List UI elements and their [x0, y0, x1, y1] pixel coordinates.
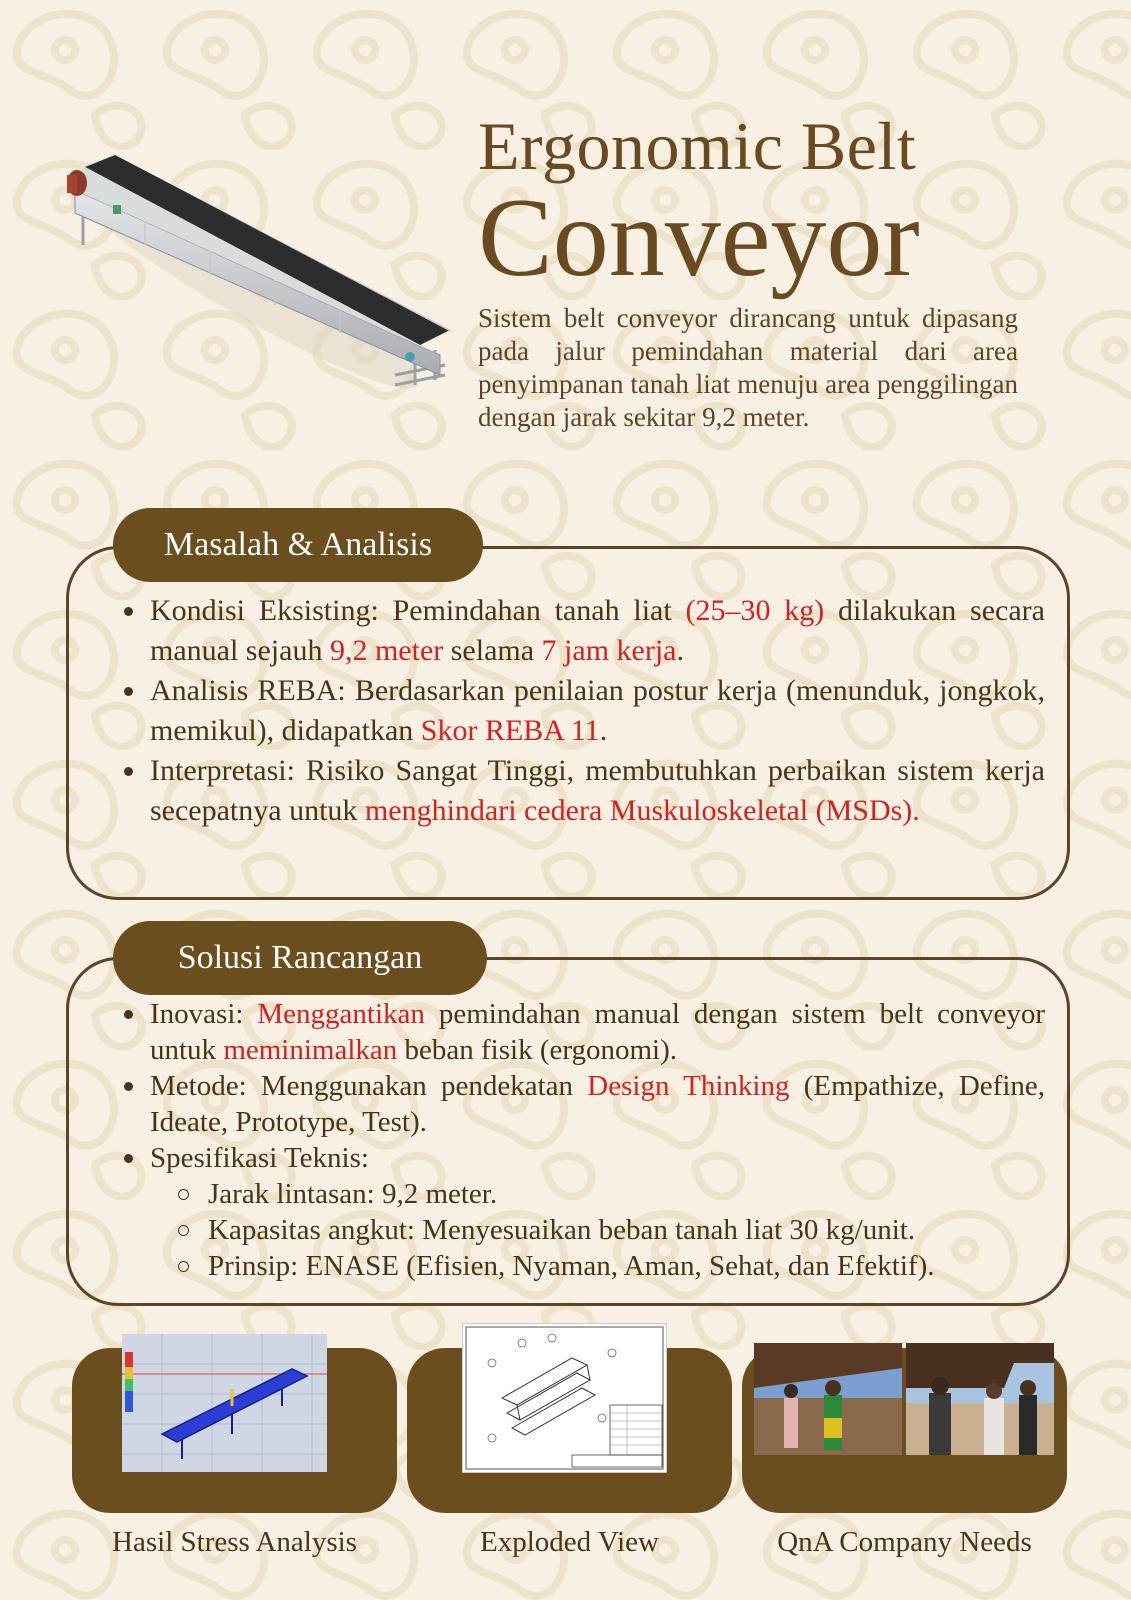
field-photo: [754, 1343, 1054, 1455]
item-text: pemindahan manual dengan sistem belt conveyor untuk: [150, 998, 1045, 1066]
list-item: [122, 1140, 1045, 1176]
sub-list-item: Jarak lintasan: 9,2 meter.: [122, 1176, 1045, 1212]
item-text: Analisis REBA: Berdasarkan penilaian postur kerja (menunduk, jongkok, memikul), didapatkan: [150, 674, 1045, 747]
item-text: Spesifikasi Teknis:: [150, 1142, 369, 1174]
highlight-text: Menggantikan: [257, 998, 425, 1030]
sub-list-item: Prinsip: ENASE (Efisien, Nyaman, Aman, Sehat, dan Efektif).: [122, 1248, 1045, 1284]
highlight-text: 9,2 meter: [329, 634, 444, 667]
stress-analysis-caption: Hasil Stress Analysis: [112, 1526, 357, 1558]
sub-list-item: Kapasitas angkut: Menyesuaikan beban tanah liat 30 kg/unit.: [122, 1212, 1045, 1248]
item-text: Kondisi Eksisting: Pemindahan tanah liat: [150, 594, 686, 627]
highlight-text: (25–30 kg): [685, 594, 825, 627]
title-line2: Conveyor: [478, 176, 920, 300]
exploded-view-caption: Exploded View: [480, 1526, 659, 1558]
exploded-view-card: [407, 1348, 732, 1513]
list-item: [122, 751, 1045, 831]
qna-caption: QnA Company Needs: [777, 1526, 1032, 1558]
stress-analysis-card: [72, 1348, 397, 1513]
highlight-text: Design Thinking: [587, 1070, 790, 1102]
qna-card: [742, 1348, 1067, 1513]
item-text: Metode: Menggunakan pendekatan: [150, 1070, 588, 1102]
item-text: Inovasi:: [150, 998, 258, 1030]
item-text: Interpretasi: Risiko Sangat Tinggi, membutuhkan perbaikan sistem kerja secepatnya untuk: [150, 754, 1045, 827]
item-text: .: [599, 714, 608, 747]
highlight-text: 7 jam kerja: [541, 634, 677, 667]
problem-analysis-heading: Masalah & Analisis: [113, 508, 483, 582]
highlight-text: Skor REBA 11: [420, 714, 600, 747]
list-item: [122, 1068, 1045, 1140]
solution-design-list: [122, 996, 1045, 1284]
exploded-view-drawing: [462, 1323, 667, 1473]
item-text: dilakukan secara manual sejauh: [150, 594, 1045, 667]
item-text: selama: [443, 634, 542, 667]
item-text: .: [676, 634, 684, 667]
highlight-text: menghindari cedera Muskuloskeletal (MSDs).: [364, 794, 920, 827]
highlight-text: meminimalkan: [223, 1034, 398, 1066]
list-item: [122, 591, 1045, 671]
item-text: (Empathize, Define, Ideate, Prototype, Test).: [150, 1070, 1046, 1138]
intro-paragraph: Sistem belt conveyor dirancang untuk dipasang pada jalur pemindahan material dari area penyimpanan tanah liat menuju area penggilingan dengan jarak sekitar 9,2 meter.: [478, 303, 1018, 432]
belt-conveyor-render: [55, 135, 455, 400]
list-item: [122, 671, 1045, 751]
item-text: beban fisik (ergonomi).: [397, 1034, 678, 1066]
problem-analysis-list: [122, 591, 1045, 831]
solution-design-heading: Solusi Rancangan: [113, 921, 487, 995]
stress-analysis-image: [122, 1334, 327, 1472]
title-line1: Ergonomic Belt: [478, 108, 917, 184]
list-item: [122, 996, 1045, 1068]
